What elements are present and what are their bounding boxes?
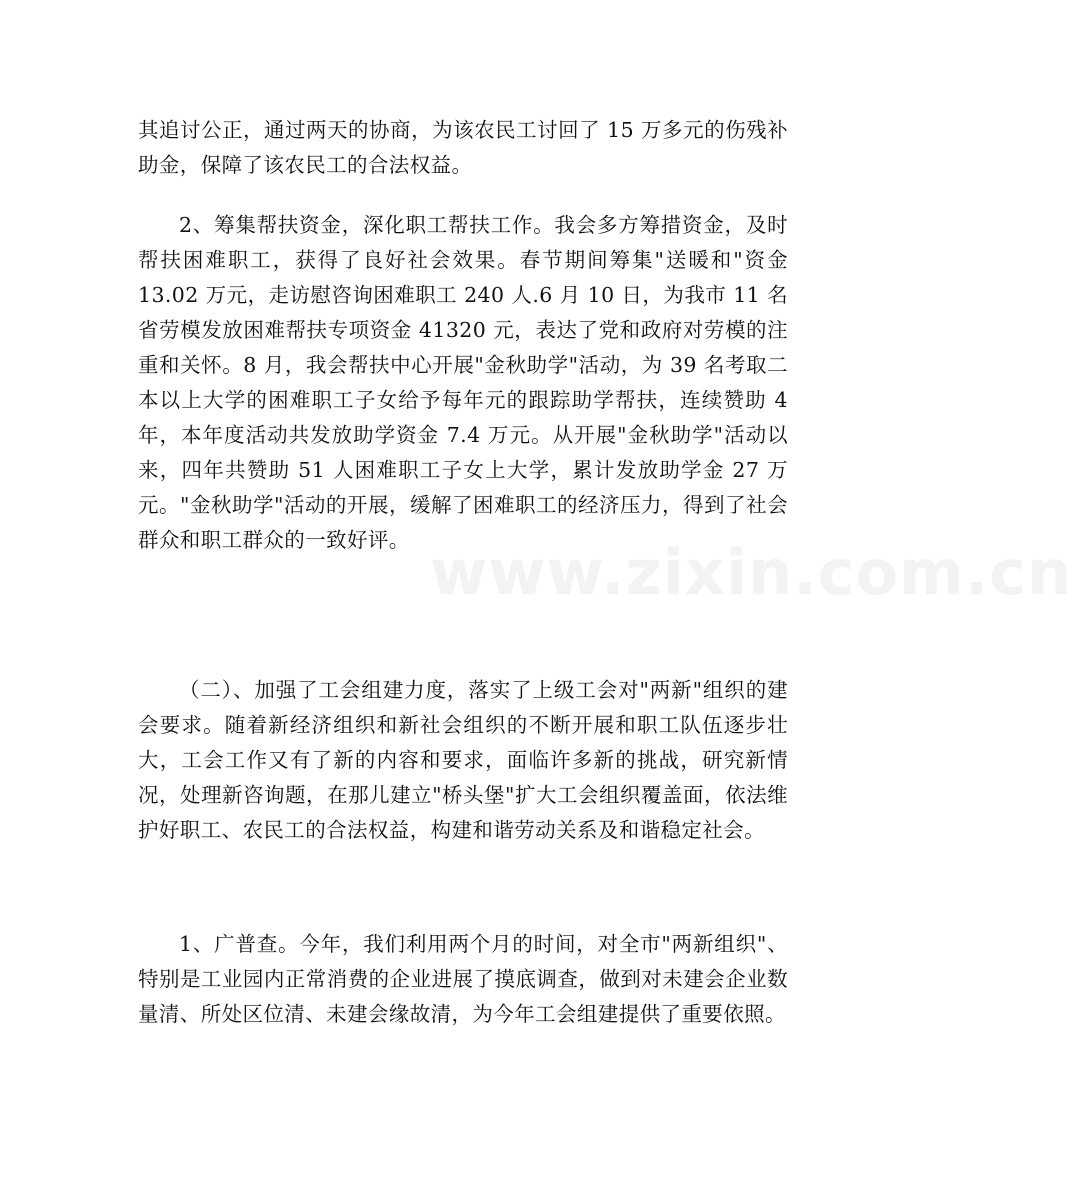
paragraph-fund-raising: 2、筹集帮扶资金，深化职工帮扶工作。我会多方筹措资金，及时帮扶困难职工，获得了良好社会效果。春节期间筹集"送暖和"资金 13.02 万元，走访慰咨询困难职工 240 人.6 月 10 日，为我市 11 名省劳模发放困难帮扶专项资金 41320 元，表达了党和政府对劳模的注重和关怀。8 月，我会帮扶中心开展"金秋助学"活动，为 39 名考取二本以上大学的困难职工子女给予每年元的跟踪助学帮扶，连续赞助 4 年，本年度活动共发放助学资金 7.4 万元。从开展"金秋助学"活动以来，四年共赞助 51 人困难职工子女上大学，累计发放助学金 27 万元。"金秋助学"活动的开展，缓解了困难职工的经济压力，得到了社会群众和职工群众的一致好评。 [138,213,788,552]
paragraph-survey: 1、广普查。今年，我们利用两个月的时间，对全市"两新组织"、特别是工业园内正常消费的企业进展了摸底调查，做到对未建会企业数量清、所处区位清、未建会缘故清，为今年工会组建提供了重要依照。 [138,932,788,1026]
paragraph-union-building: （二）、加强了工会组建力度，落实了上级工会对"两新"组织的建会要求。随着新经济组织和新社会组织的不断开展和职工队伍逐步壮大，工会工作又有了新的内容和要求，面临许多新的挑战，研究新情况，处理新咨询题，在那儿建立"桥头堡"扩大工会组织覆盖面，依法维护好职工、农民工的合法权益，构建和谐劳动关系及和谐稳定社会。 [138,678,788,842]
paragraph-continuation: 其追讨公正，通过两天的协商，为该农民工讨回了 15 万多元的伤残补助金，保障了该农民工的合法权益。 [138,118,788,177]
watermark: www.zixin.com.cn [430,536,1072,609]
